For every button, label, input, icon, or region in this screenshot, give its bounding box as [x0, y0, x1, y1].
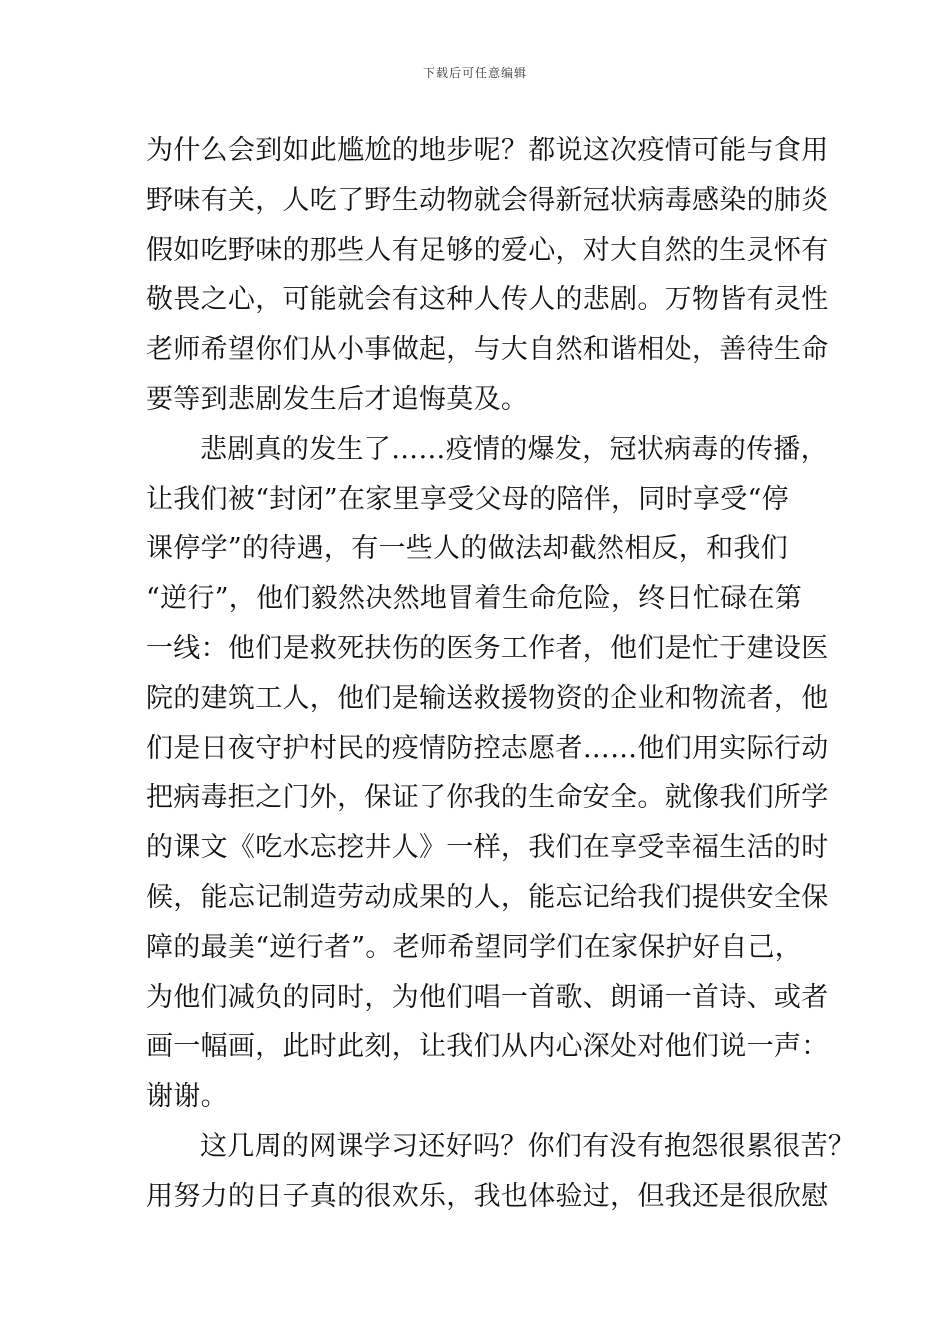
text-line: 候，能忘记制造劳动成果的人，能忘记给我们提供安全保: [146, 881, 829, 913]
text-line: 障的最美“逆行者”。老师希望同学们在家保护好自己，: [146, 931, 803, 963]
text-line: 一线：他们是救死扶伤的医务工作者，他们是忙于建设医: [146, 632, 829, 664]
text-line: 把病毒拒之门外，保证了你我的生命安全。就像我们所学: [146, 782, 829, 814]
text-line: 画一幅画，此时此刻，让我们从内心深处对他们说一声：: [146, 1031, 829, 1063]
body-text: [146, 126, 856, 1222]
text-line: 院的建筑工人，他们是输送救援物资的企业和物流者，他: [146, 682, 829, 714]
text-line: 为什么会到如此尴尬的地步呢？都说这次疫情可能与食用: [146, 135, 829, 166]
text-line: 让我们被“封闭”在家里享受父母的陪伴，同时享受“停: [146, 483, 789, 515]
text-line: 们是日夜守护村民的疫情防控志愿者……他们用实际行动: [146, 732, 829, 764]
paragraph-first-line: 悲剧真的发生了……疫情的爆发，冠状病毒的传播，: [200, 433, 828, 465]
text-line: 课停学”的待遇，有一些人的做法却截然相反，和我们: [146, 533, 789, 565]
text-line: 为他们减负的同时，为他们唱一首歌、朗诵一首诗、或者: [146, 981, 829, 1013]
page-header: 下载后可任意编辑: [422, 66, 527, 80]
paragraph-first-line: 这几周的网课学习还好吗？你们有没有抱怨很累很苦？: [200, 1130, 856, 1162]
text-line: “逆行”，他们毅然决然地冒着生命危险，终日忙碌在第: [146, 583, 803, 615]
text-line: 用努力的日子真的很欢乐，我也体验过，但我还是很欣慰: [146, 1180, 829, 1212]
text-line: 老师希望你们从小事做起，与大自然和谐相处，善待生命: [146, 334, 829, 366]
text-line: 假如吃野味的那些人有足够的爱心，对大自然的生灵怀有: [146, 234, 829, 266]
text-line: 的课文《吃水忘挖井人》一样，我们在享受幸福生活的时: [146, 832, 829, 864]
text-line: 野味有关，人吃了野生动物就会得新冠状病毒感染的肺炎: [146, 184, 829, 216]
text-line: 谢谢。: [146, 1081, 228, 1113]
text-line: 要等到悲剧发生后才追悔莫及。: [146, 383, 529, 415]
text-line: 敬畏之心，可能就会有这种人传人的悲剧。万物皆有灵性: [146, 284, 829, 316]
